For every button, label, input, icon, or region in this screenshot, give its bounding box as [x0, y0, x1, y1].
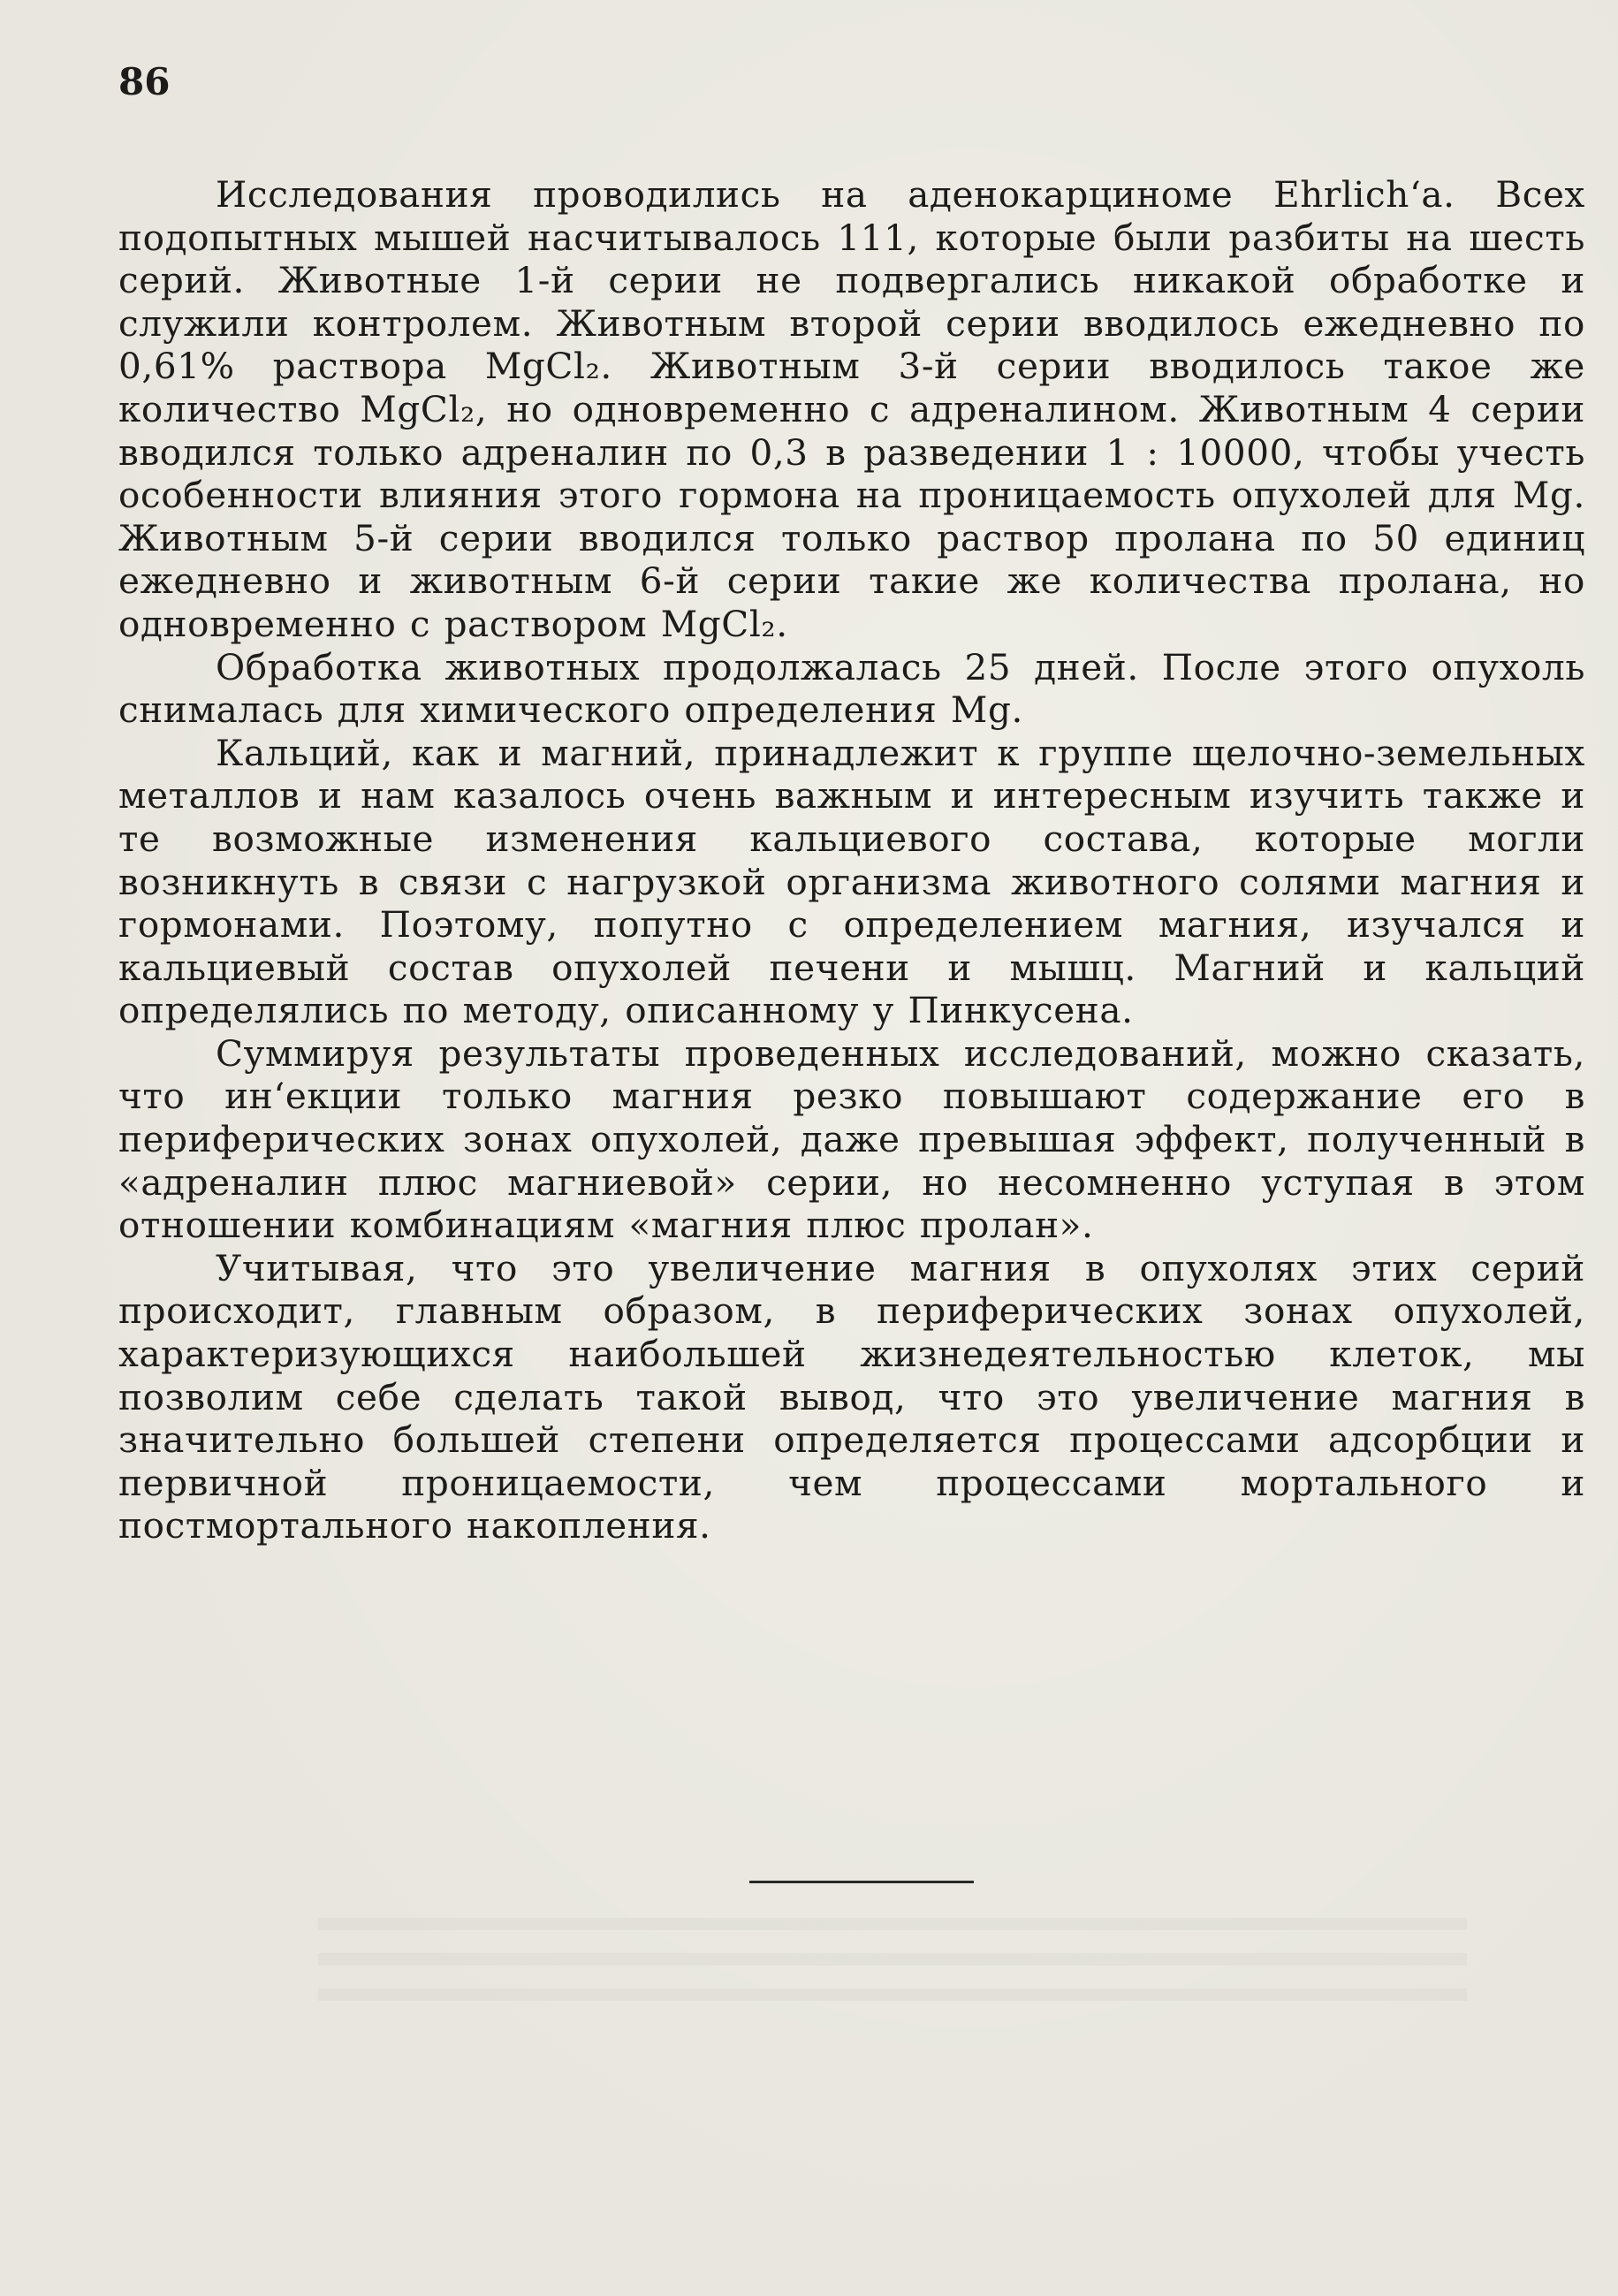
body-text — [118, 173, 1585, 1547]
paragraph-treatment-duration: Обработка животных продолжалась 25 дней. После этого опухоль снималась для химического определения Mg. — [118, 645, 1585, 732]
page-number: 86 — [118, 60, 171, 103]
section-end-divider — [749, 1881, 974, 1883]
paragraph-conclusion: Учитывая, что это увеличение магния в опухолях этих серий происходит, главным образом, в периферических зонах опухолей, характеризующихся наибольшей жизнедеятельностью клеток, мы позволим себе сделать такой вывод, что это увеличение магния в значительно большей степени определяется процессами адсорбции и первичной проницаемости, чем процессами мортального и постмортального накопления. — [118, 1246, 1585, 1547]
paragraph-summary: Суммируя результаты проведенных исследований, можно сказать, что ин‘екции только магния резко повышают содержание его в периферических зонах опухолей, даже превышая эффект, полученный в «адреналин плюс магниевой» серии, но несомненно уступая в этом отношении комбинациям «магния плюс пролан». — [118, 1031, 1585, 1247]
paragraph-calcium: Кальций, как и магний, принадлежит к группе щелочно-земельных металлов и нам казалось очень важным и интересным изучить также и те возможные изменения кальциевого состава, которые могли возникнуть в связи с нагрузкой организма животного солями магния и гормонами. Поэтому, попутно с определением магния, изучался и кальциевый состав опухолей печени и мышц. Магний и кальций определялись по методу, описанному у Пинкусена. — [118, 731, 1585, 1032]
reverse-side-bleed-through — [318, 1918, 1467, 2015]
paragraph-methods: Исследования проводились на аденокарциноме Ehrlich‘a. Всех подопытных мышей насчитывалось 111, которые были разбиты на шесть серий. Животные 1-й серии не подвергались никакой обработке и служили контролем. Животным второй серии вводилось ежедневно по 0,61% раствора MgCl₂. Животным 3-й серии вводилось такое же количество MgCl₂, но одновременно с адреналином. Животным 4 серии вводился только адреналин по 0,3 в разведении 1 : 10000, чтобы учесть особенности влияния этого гормона на проницаемость опухолей для Mg. Животным 5-й серии вводился только раствор пролана по 50 единиц ежедневно и животным 6-й серии такие же количества пролана, но одновременно с раствором MgCl₂. — [118, 173, 1585, 645]
